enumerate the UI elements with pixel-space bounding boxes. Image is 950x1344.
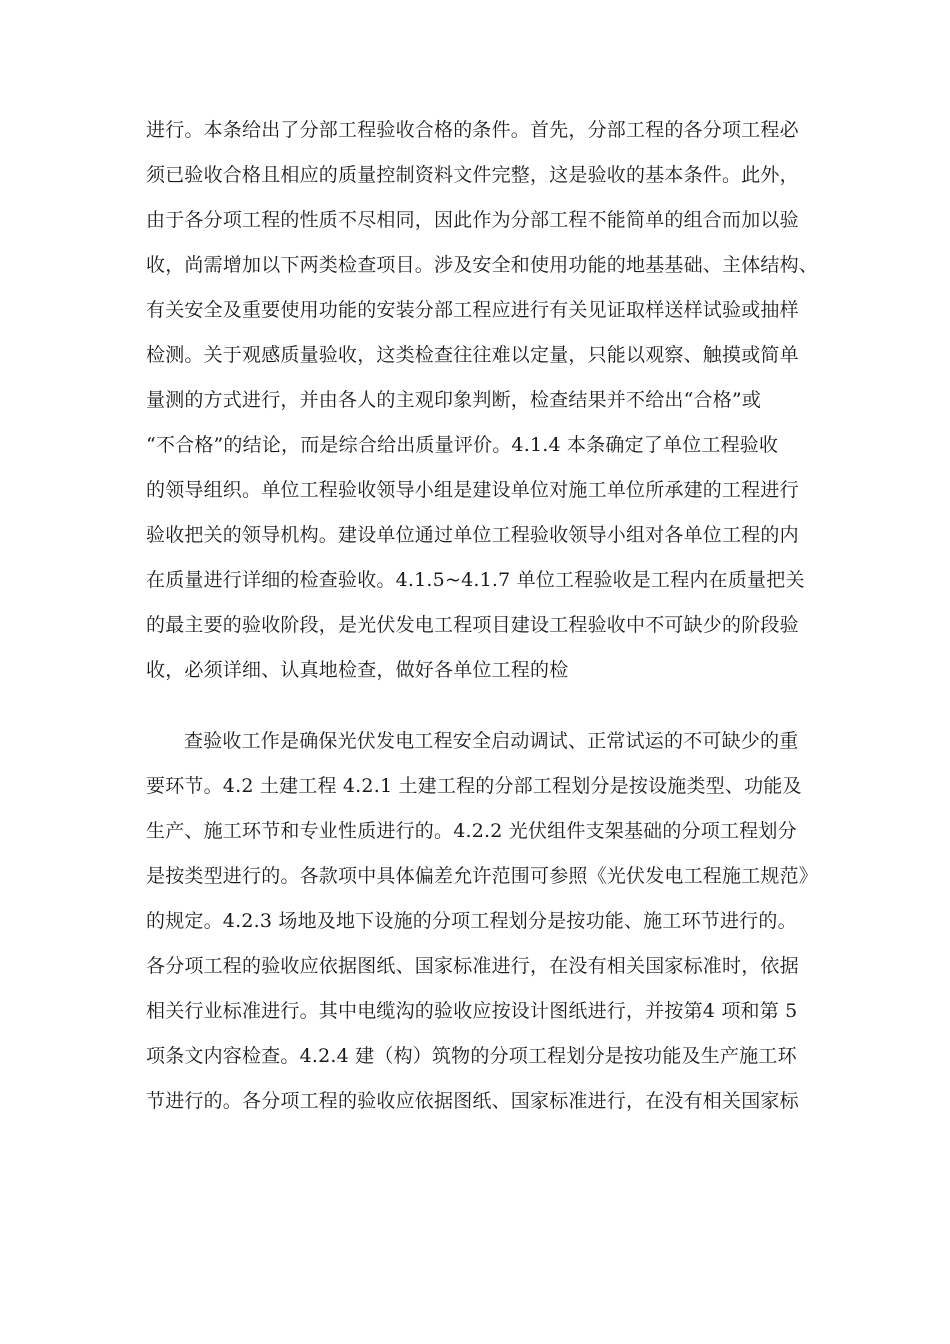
paragraph-line: 要环节。4.2 土建工程 4.2.1 土建工程的分部工程划分是按设施类型、功能及 bbox=[146, 775, 802, 797]
paragraph-line: 进行。本条给出了分部工程验收合格的条件。首先，分部工程的各分项工程必 bbox=[146, 119, 799, 141]
paragraph-line: 有关安全及重要使用功能的安装分部工程应进行有关见证取样送样试验或抽样 bbox=[146, 299, 799, 321]
paragraph-line: 相关行业标准进行。其中电缆沟的验收应按设计图纸进行，并按第4 项和第 5 bbox=[146, 1000, 798, 1022]
paragraph-line: 的领导组织。单位工程验收领导小组是建设单位对施工单位所承建的工程进行 bbox=[146, 479, 799, 501]
paragraph-line: 的规定。4.2.3 场地及地下设施的分项工程划分是按功能、施工环节进行的。 bbox=[146, 910, 797, 932]
paragraph-line: 查验收工作是确保光伏发电工程安全启动调试、正常试运的不可缺少的重 bbox=[184, 730, 799, 752]
paragraph-line: 是按类型进行的。各款项中具体偏差允许范围可参照《光伏发电工程施工规范》 bbox=[146, 865, 819, 887]
paragraph-line: 收，尚需增加以下两类检查项目。涉及安全和使用功能的地基基础、主体结构、 bbox=[146, 254, 819, 276]
paragraph-line: 须已验收合格且相应的质量控制资料文件完整，这是验收的基本条件。此外， bbox=[146, 164, 799, 186]
paragraph-line: 生产、施工环节和专业性质进行的。4.2.2 光伏组件支架基础的分项工程划分 bbox=[146, 820, 797, 842]
paragraph-line: 验收把关的领导机构。建设单位通过单位工程验收领导小组对各单位工程的内 bbox=[146, 524, 799, 546]
paragraph-line: 各分项工程的验收应依据图纸、国家标准进行，在没有相关国家标准时，依据 bbox=[146, 955, 799, 977]
paragraph-line: 由于各分项工程的性质不尽相同，因此作为分部工程不能简单的组合而加以验 bbox=[146, 209, 799, 231]
paragraph-line: 检测。关于观感质量验收，这类检查往往难以定量，只能以观察、触摸或简单 bbox=[146, 344, 799, 366]
paragraph-line: 量测的方式进行，并由各人的主观印象判断，检查结果并不给出“合格”或 bbox=[146, 389, 762, 411]
paragraph-line: 节进行的。各分项工程的验收应依据图纸、国家标准进行，在没有相关国家标 bbox=[146, 1090, 799, 1112]
paragraph-line: 在质量进行详细的检查验收。4.1.5~4.1.7 单位工程验收是工程内在质量把关 bbox=[146, 569, 805, 591]
paragraph-line: “不合格”的结论，而是综合给出质量评价。4.1.4 本条确定了单位工程验收 bbox=[146, 434, 779, 456]
paragraph-line: 收，必须详细、认真地检查，做好各单位工程的检 bbox=[146, 659, 569, 681]
paragraph-line: 的最主要的验收阶段，是光伏发电工程项目建设工程验收中不可缺少的阶段验 bbox=[146, 614, 799, 636]
paragraph-line: 项条文内容检查。4.2.4 建（构）筑物的分项工程划分是按功能及生产施工环 bbox=[146, 1045, 797, 1067]
